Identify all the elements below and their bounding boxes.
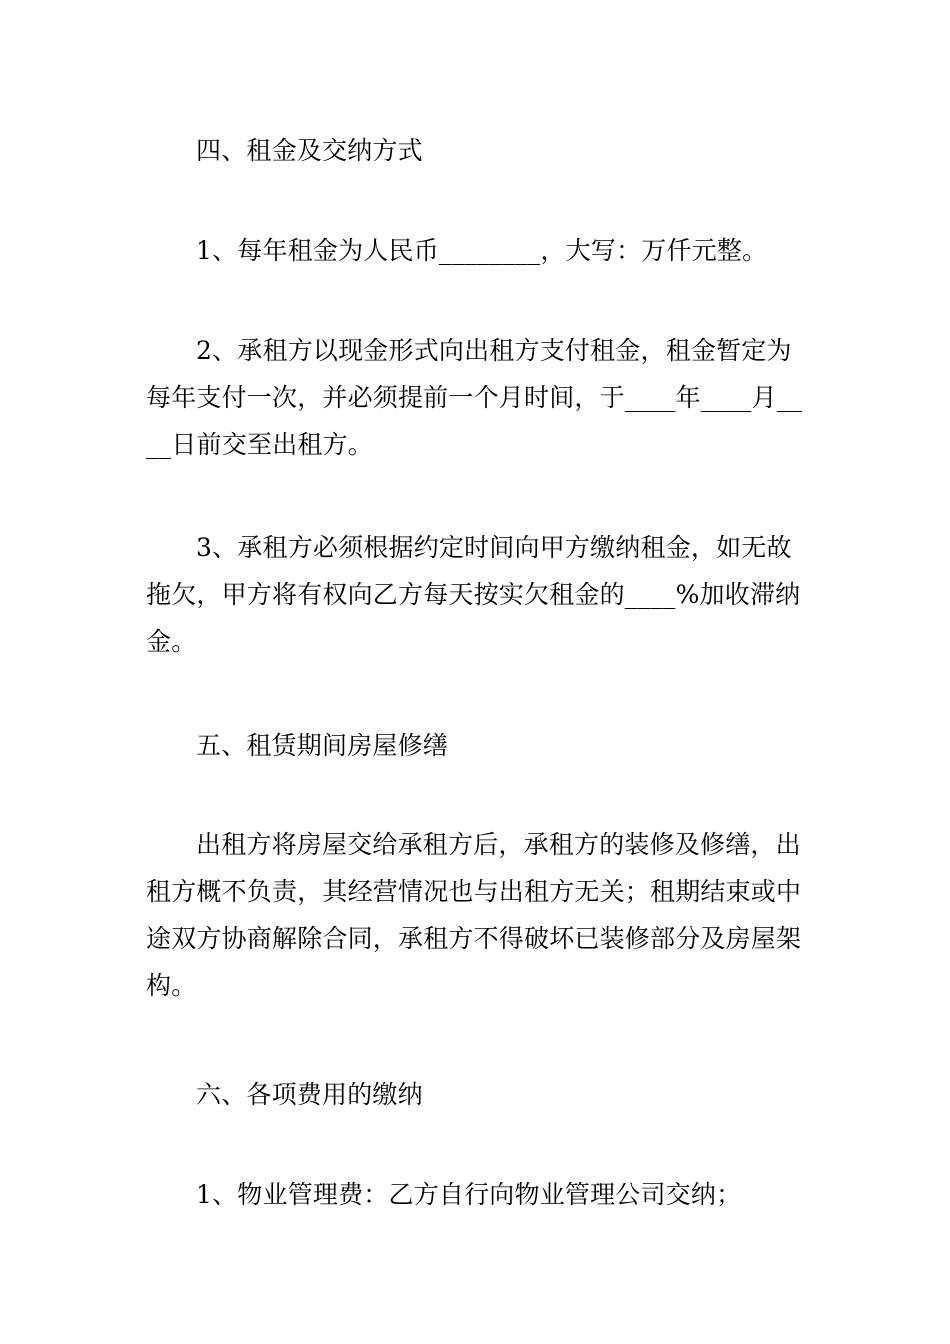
clause-annual-rent: 1、每年租金为人民币________，大写：万仟元整。	[196, 236, 768, 265]
clause-late-fee: 3、承租方必须根据约定时间向甲方缴纳租金，如无故拖欠，甲方将有权向乙方每天按实欠租金的____%加收滞纳金。	[146, 533, 801, 656]
clause-property-management-fee: 1、物业管理费：乙方自行向物业管理公司交纳；	[196, 1180, 742, 1209]
section-heading-rent-payment: 四、租金及交纳方式	[196, 136, 423, 165]
clause-repairs-responsibility: 出租方将房屋交给承租方后，承租方的装修及修缮，出租方概不负责，其经营情况也与出租方无关；租期结束或中途双方协商解除合同，承租方不得破坏已装修部分及房屋架构。	[146, 830, 802, 1000]
section-heading-fees: 六、各项费用的缴纳	[196, 1080, 423, 1109]
section-heading-repairs: 五、租赁期间房屋修缮	[196, 731, 449, 760]
clause-payment-schedule: 2、承租方以现金形式向出租方支付租金，租金暂定为每年支付一次，并必须提前一个月时间，于____年____月____日前交至出租方。	[146, 336, 803, 459]
